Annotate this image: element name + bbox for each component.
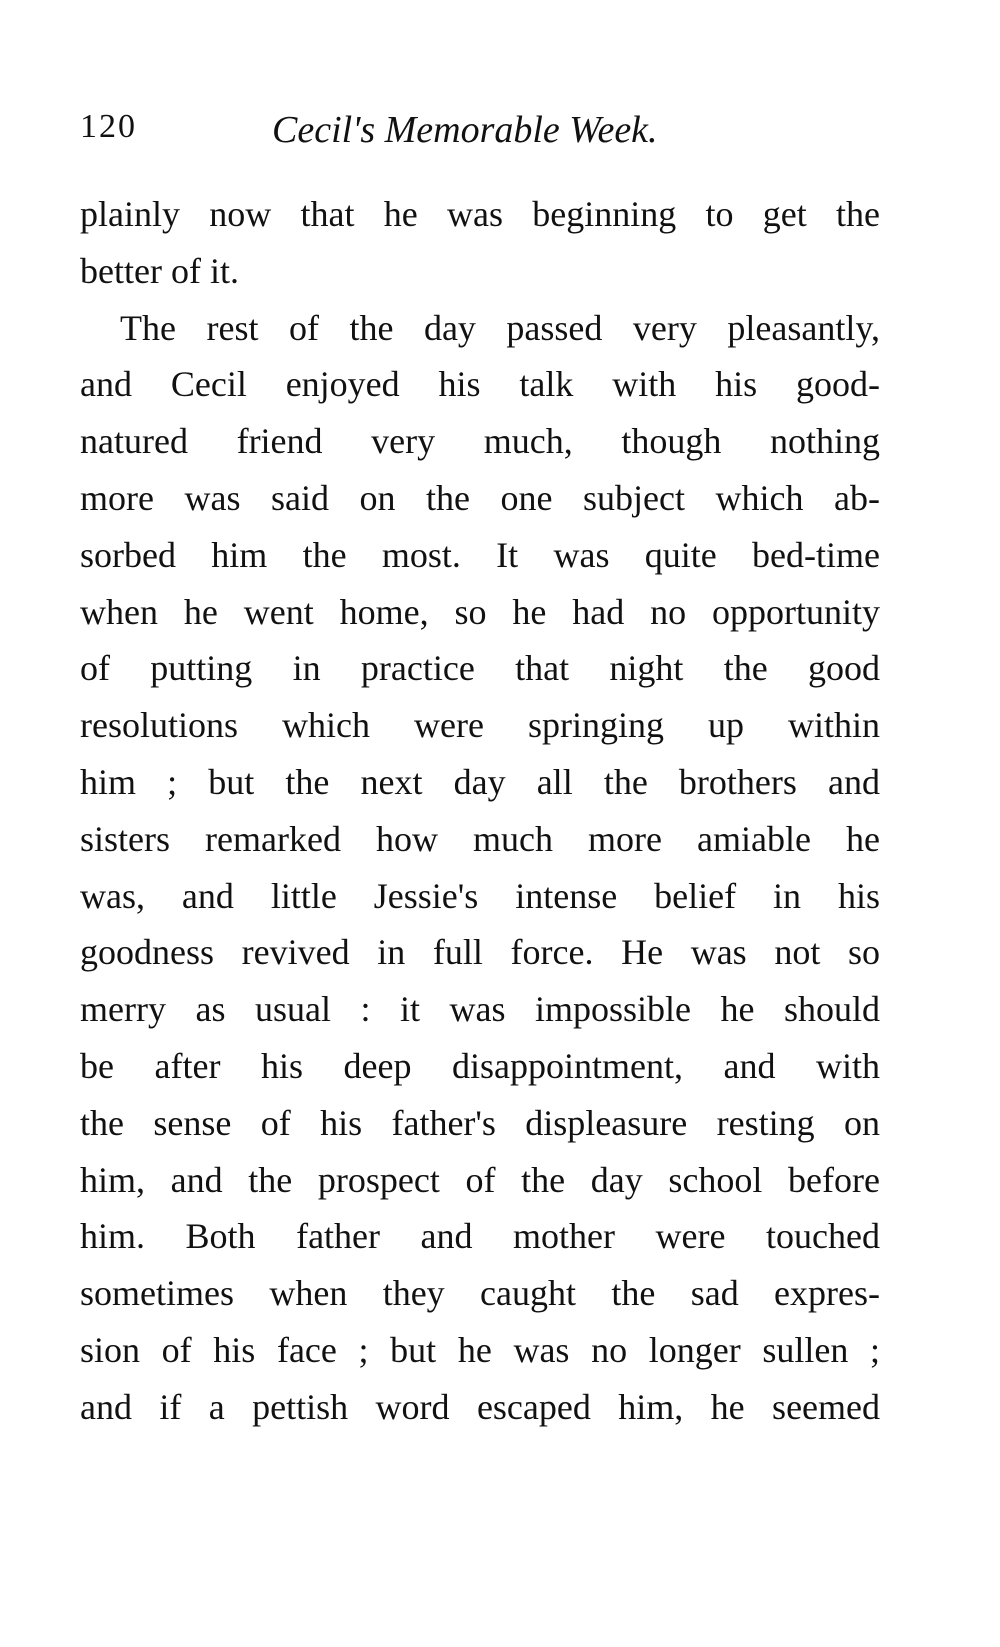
text-line: and Cecil enjoyed his talk with his good- <box>80 364 880 405</box>
text-line: sisters remarked how much more amiable he <box>80 818 880 859</box>
text-line: sion of his face ; but he was no longer sullen ; <box>80 1329 880 1370</box>
text-line: better of it. <box>80 250 239 291</box>
text-line: of putting in practice that night the good <box>80 648 880 689</box>
text-line: him. Both father and mother were touched <box>80 1216 880 1257</box>
text-line: goodness revived in full force. He was not so <box>80 932 880 973</box>
text-line: merry as usual : it was impossible he should <box>80 989 880 1030</box>
text-line: when he went home, so he had no opportunity <box>80 591 880 632</box>
body-text <box>80 186 880 1436</box>
running-title: Cecil's Memorable Week. <box>272 109 658 151</box>
text-line: and if a pettish word escaped him, he seemed <box>80 1386 880 1427</box>
text-line: him, and the prospect of the day school before <box>80 1159 880 1200</box>
running-head <box>80 108 880 158</box>
text-line: resolutions which were springing up within <box>80 705 880 746</box>
text-line: sometimes when they caught the sad expres- <box>80 1273 880 1314</box>
text-line: sorbed him the most. It was quite bed-time <box>80 534 880 575</box>
text-line: him ; but the next day all the brothers and <box>80 761 880 802</box>
text-line: The rest of the day passed very pleasantly, <box>120 307 880 348</box>
text-line: natured friend very much, though nothing <box>80 421 880 462</box>
text-line: plainly now that he was beginning to get the <box>80 194 880 234</box>
text-line: was, and little Jessie's intense belief in his <box>80 875 880 916</box>
page-number: 120 <box>80 108 137 145</box>
text-line: more was said on the one subject which ab- <box>80 477 880 518</box>
text-line: the sense of his father's displeasure resting on <box>80 1102 880 1143</box>
text-line: be after his deep disappointment, and with <box>80 1045 880 1086</box>
